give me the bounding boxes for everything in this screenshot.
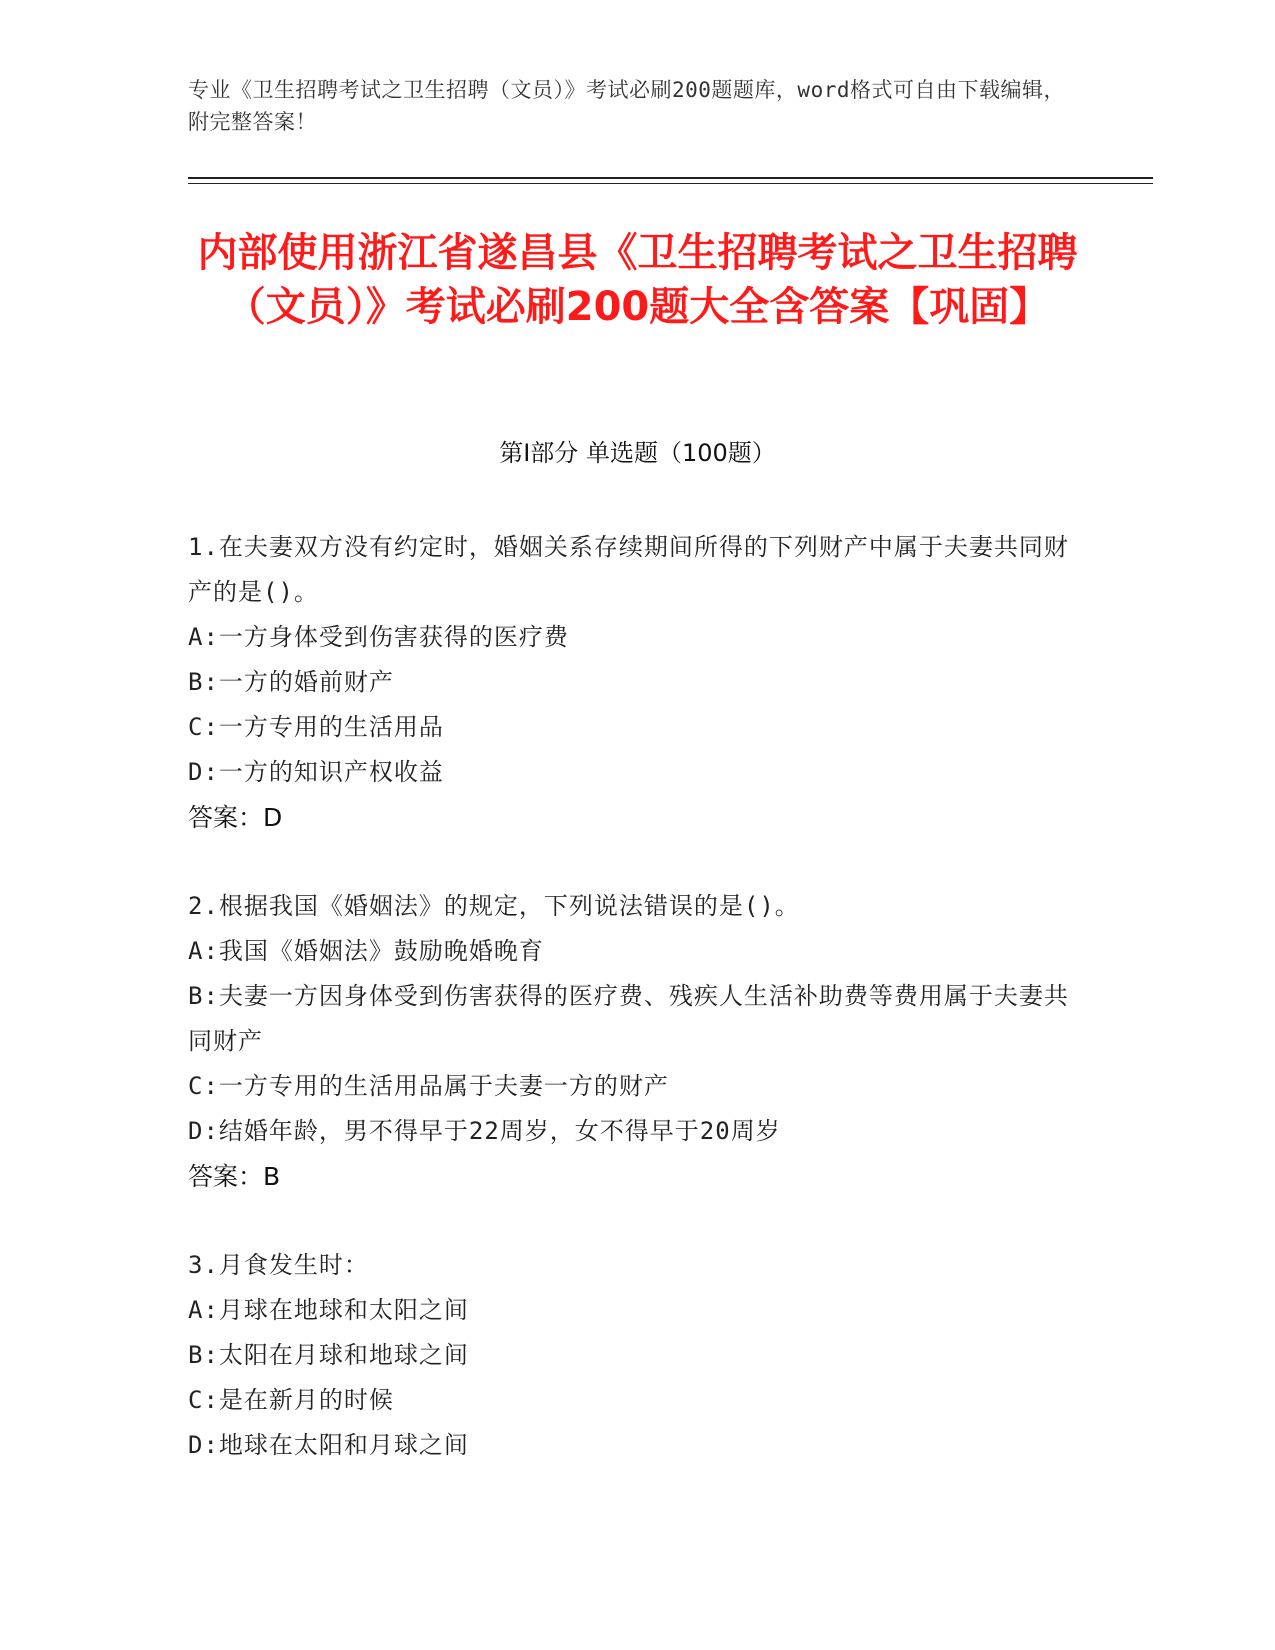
option-d: D:结婚年龄，男不得早于22周岁，女不得早于20周岁 — [188, 1117, 781, 1145]
option-a: A:我国《婚姻法》鼓励晚婚晚育 — [188, 937, 544, 965]
section-heading: 第I部分 单选题（100题） — [499, 439, 776, 467]
document-title: 内部使用浙江省遂昌县《卫生招聘考试之卫生招聘（文员）》考试必刷200题大全含答案【巩固】 — [197, 230, 1078, 330]
option-d: D:地球在太阳和月球之间 — [188, 1431, 469, 1459]
question-1 — [188, 525, 1088, 840]
option-b: B:太阳在月球和地球之间 — [188, 1341, 469, 1369]
header-rule-thick — [188, 177, 1153, 179]
answer-line: 答案：D — [188, 803, 283, 832]
option-c: C:一方专用的生活用品属于夫妻一方的财产 — [188, 1072, 669, 1100]
question-stem: 1.在夫妻双方没有约定时，婚姻关系存续期间所得的下列财产中属于夫妻共同财产的是()。 — [188, 533, 1069, 606]
header-rule-thin — [188, 183, 1153, 184]
question-3 — [188, 1243, 1088, 1468]
answer-line: 答案：B — [188, 1162, 281, 1191]
header-note: 专业《卫生招聘考试之卫生招聘（文员）》考试必刷200题题库，word格式可自由下载编辑，附完整答案！ — [188, 78, 1065, 134]
option-a: A:月球在地球和太阳之间 — [188, 1296, 469, 1324]
question-stem: 3.月食发生时： — [188, 1251, 369, 1279]
option-b: B:夫妻一方因身体受到伤害获得的医疗费、残疾人生活补助费等费用属于夫妻共同财产 — [188, 982, 1069, 1055]
option-a: A:一方身体受到伤害获得的医疗费 — [188, 623, 569, 651]
question-list — [188, 525, 1088, 1512]
option-c: C:一方专用的生活用品 — [188, 713, 444, 741]
question-stem: 2.根据我国《婚姻法》的规定，下列说法错误的是()。 — [188, 892, 800, 920]
option-d: D:一方的知识产权收益 — [188, 758, 444, 786]
option-b: B:一方的婚前财产 — [188, 668, 394, 696]
question-2 — [188, 884, 1088, 1199]
option-c: C:是在新月的时候 — [188, 1386, 394, 1414]
